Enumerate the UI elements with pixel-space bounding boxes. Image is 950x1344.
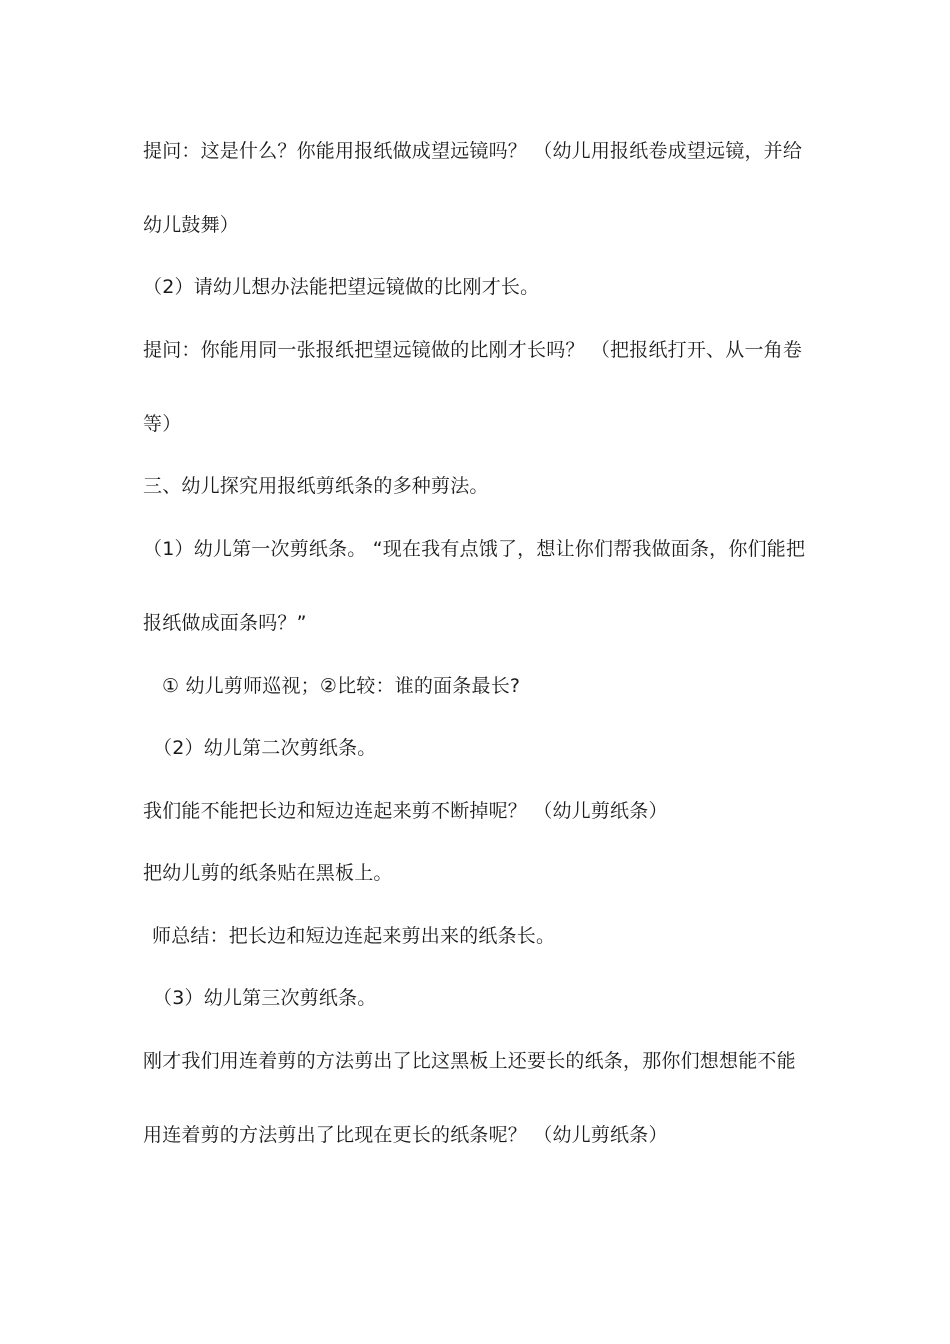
text-line-3: （2）请幼儿想办法能把望远镜做的比刚才长。: [143, 276, 540, 298]
section-heading: 三、幼儿探究用报纸剪纸条的多种剪法。: [143, 475, 489, 497]
text-line-11: 我们能不能把长边和短边连起来剪不断掉呢？ （幼儿剪纸条）: [143, 800, 668, 822]
text-line-16: 用连着剪的方法剪出了比现在更长的纸条呢？ （幼儿剪纸条）: [143, 1124, 668, 1146]
text-line-15: 刚才我们用连着剪的方法剪出了比这黑板上还要长的纸条，那你们想想能不能: [143, 1050, 796, 1072]
text-line-8: 报纸做成面条吗？”: [143, 612, 307, 634]
text-line-9: ① 幼儿剪师巡视；②比较：谁的面条最长?: [162, 675, 521, 697]
text-line-12: 把幼儿剪的纸条贴在黑板上。: [143, 862, 393, 884]
text-line-7: （1）幼儿第一次剪纸条。 “现在我有点饿了，想让你们帮我做面条，你们能把: [143, 538, 806, 560]
text-line-13: 师总结：把长边和短边连起来剪出来的纸条长。: [152, 925, 556, 947]
text-line-14: （3）幼儿第三次剪纸条。: [153, 987, 377, 1009]
text-line-2: 幼儿鼓舞）: [143, 214, 240, 236]
text-line-5: 等）: [143, 413, 182, 435]
text-line-10: （2）幼儿第二次剪纸条。: [153, 737, 377, 759]
text-line-1: 提问：这是什么？你能用报纸做成望远镜吗？ （幼儿用报纸卷成望远镜，并给: [143, 140, 803, 162]
text-line-4: 提问：你能用同一张报纸把望远镜做的比刚才长吗？ （把报纸打开、从一角卷: [143, 339, 803, 361]
